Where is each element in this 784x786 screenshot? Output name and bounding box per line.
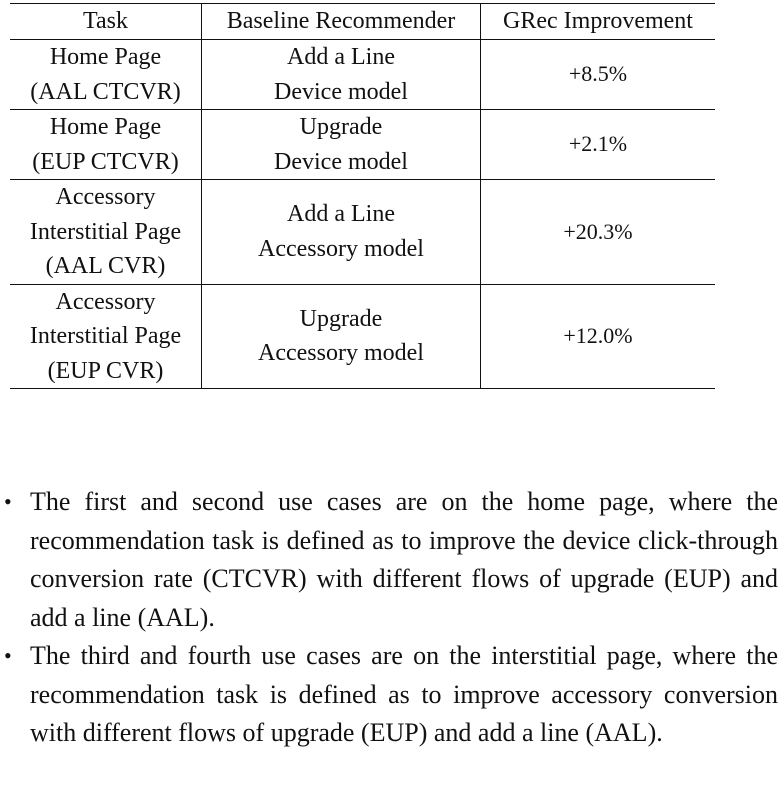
task-cell	[10, 110, 202, 180]
baseline-cell	[202, 284, 481, 389]
improvement-value: +2.1%	[568, 131, 628, 157]
table-body	[10, 40, 715, 389]
baseline-line: Upgrade	[299, 114, 383, 140]
task-line: Accessory	[55, 184, 156, 210]
list-item	[0, 637, 778, 753]
header-baseline-recommender: Baseline Recommender	[202, 4, 481, 40]
task-line: Home Page	[49, 114, 162, 140]
task-line: Interstitial Page	[29, 218, 182, 245]
baseline-line: Add a Line	[287, 44, 395, 70]
task-line: (EUP CVR)	[47, 357, 164, 384]
baseline-line: Add a Line	[287, 201, 395, 228]
baseline-line: Device model	[274, 148, 408, 175]
list-item-text: The first and second use cases are on the home page, where the recommendation task is defined as to improve the device click-through conversion rate (CTCVR) with different flows of upgrade (EUP) and add a line (AAL).	[30, 487, 778, 632]
list-item	[0, 483, 778, 637]
table-row	[10, 40, 715, 110]
baseline-cell	[202, 40, 481, 110]
baseline-cell	[202, 180, 481, 285]
task-cell	[10, 284, 202, 389]
table-row	[10, 284, 715, 389]
use-case-list	[0, 483, 778, 753]
task-line: (AAL CTCVR)	[30, 78, 181, 105]
table-row	[10, 110, 715, 180]
task-cell	[10, 40, 202, 110]
baseline-line: Device model	[274, 78, 408, 105]
baseline-line: Upgrade	[299, 305, 383, 332]
task-line: (AAL CVR)	[45, 253, 166, 279]
list-item-text: The third and fourth use cases are on the interstitial page, where the recommendation task is defined as to improve accessory conversion with different flows of upgrade (EUP) and add a line (AAL).	[30, 641, 778, 747]
task-cell	[10, 180, 202, 285]
table-header	[10, 4, 715, 40]
task-line: Interstitial Page	[29, 323, 182, 349]
results-table	[10, 3, 715, 389]
improvement-value: +20.3%	[563, 218, 633, 244]
header-row	[10, 4, 715, 40]
task-line: (EUP CTCVR)	[32, 148, 179, 175]
improvement-value: +8.5%	[568, 61, 628, 87]
baseline-line: Accessory model	[258, 235, 424, 262]
bullet-icon: •	[4, 643, 12, 668]
baseline-cell	[202, 110, 481, 180]
task-line: Home Page	[49, 44, 162, 70]
table-row	[10, 180, 715, 285]
task-line: Accessory	[55, 288, 156, 315]
improvement-value: +12.0%	[563, 323, 633, 348]
header-task: Task	[10, 4, 202, 40]
bullet-icon: •	[4, 489, 12, 514]
baseline-line: Accessory model	[258, 340, 424, 367]
header-grec-improvement: GRec Improvement	[503, 8, 693, 35]
